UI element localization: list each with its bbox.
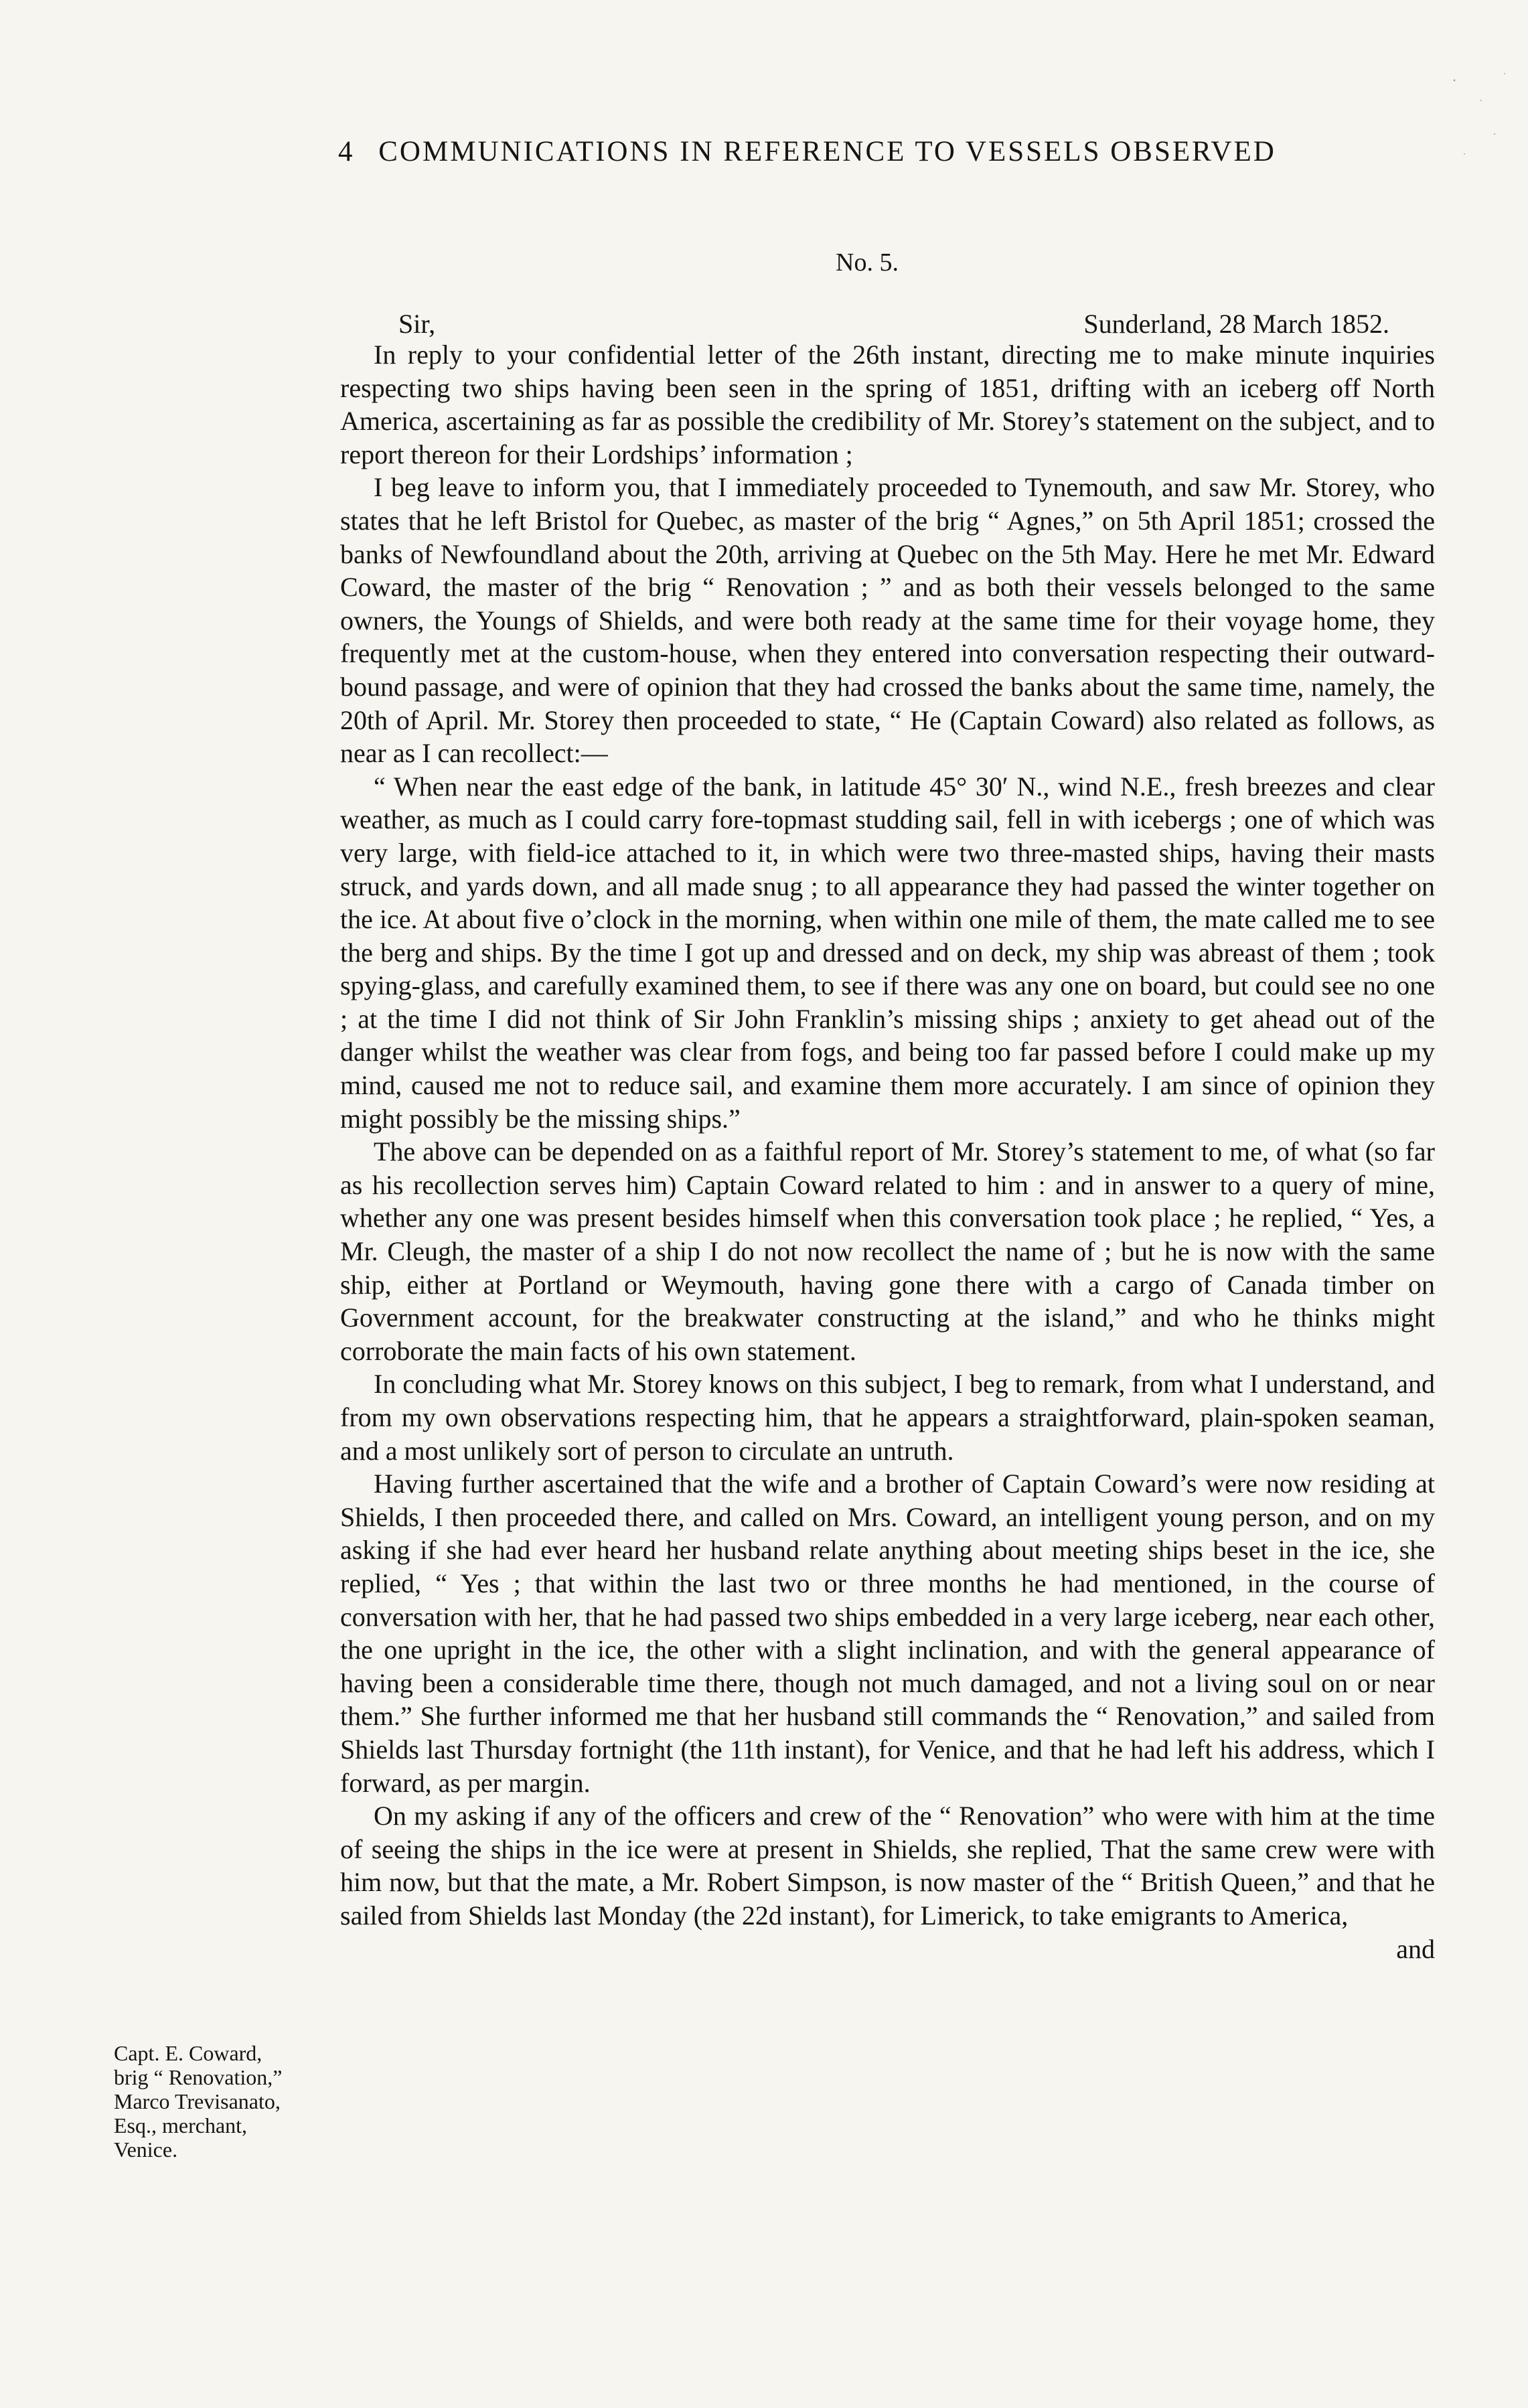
paragraph: Having further ascertained that the wife and a brother of Captain Coward’s were now residing at Shields, I then proceeded there, and called on Mrs. Coward, an intelligent young person, and on my asking if she had ever heard her husband relate anything about meeting ships beset in the ice, she replied, “ Yes ; that within the last two or three months he had mentioned, in the course of conversation with her, that he had passed two ships embedded in a very large iceberg, near each other, the one upright in the ice, the other with a slight inclination, and with the general appearance of having been a considerable time there, though not much damaged, and not a living soul on or near them.” She further informed me that her husband still commands the “ Renovation,” and sailed from Shields last Thursday fortnight (the 11th instant), for Venice, and that he had left his address, which I forward, as per margin.	[340, 1469, 1435, 1798]
paragraph: I beg leave to inform you, that I immediately proceeded to Tynemouth, and saw Mr. Storey, who states that he left Bristol for Quebec, as master of the brig “ Agnes,” on 5th April 1851; crossed the banks of Newfoundland about the 20th, arriving at Quebec on the 5th May. Here he met Mr. Edward Coward, the master of the brig “ Renovation ; ” and as both their vessels belonged to the same owners, the Youngs of Shields, and were both ready at the same time for their voyage home, they frequently met at the custom-house, when they entered into conversation respecting their outward-bound passage, and were of opinion that they had crossed the banks about the same time, namely, the 20th of April. Mr. Storey then proceeded to state, “ He (Captain Coward) also related as follows, as near as I can recollect:—	[340, 472, 1435, 769]
document-number: No. 5.	[836, 248, 899, 277]
margin-note-line: Esq., merchant,	[114, 2113, 248, 2137]
catchword: and	[1396, 1933, 1435, 1964]
margin-note-line: Marco Trevisanato,	[114, 2089, 281, 2113]
salutation: Sir,	[398, 309, 436, 339]
quoted-paragraph: “ When near the east edge of the bank, in latitude 45° 30′ N., wind N.E., fresh breezes and clear weather, as much as I could carry fore-topmast studding sail, fell in with icebergs ; one of which was very large, with field-ice attached to it, in which were two three-masted ships, having their masts struck, and yards down, and all made snug ; to all appearance they had passed the winter together on the ice. At about five o’clock in the morning, when within one mile of them, the mate called me to see the berg and ships. By the time I got up and dressed and on deck, my ship was abreast of them ; took spying-glass, and carefully examined them, to see if there was any one on board, but could see no one ; at the time I did not think of Sir John Franklin’s missing ships ; anxiety to get ahead out of the danger whilst the weather was clear from fogs, and being too far passed before I could make up my mind, caused me not to reduce sail, and examine them more accurately. I am since of opinion they might possibly be the missing ships.”	[340, 771, 1435, 1134]
paragraph: On my asking if any of the officers and crew of the “ Renovation” who were with him at the time of seeing the ships in the ice were at present in Shields, she replied, That the same crew were with him now, but that the mate, a Mr. Robert Simpson, is now master of the “ British Queen,” and that he sailed from Shields last Monday (the 22d instant), for Limerick, to take emigrants to America,	[340, 1801, 1435, 1931]
paper-specks	[1441, 60, 1521, 167]
margin-note	[114, 2041, 335, 2162]
paragraph: In reply to your confidential letter of the 26th instant, directing me to make minute inquiries respecting two ships having been seen in the spring of 1851, drifting with an iceberg off North America, ascertaining as far as possible the credibility of Mr. Storey’s statement on the subject, and to report thereon for their Lordships’ information ;	[340, 340, 1435, 469]
paragraph: In concluding what Mr. Storey knows on this subject, I beg to remark, from what I understand, and from my own observations respecting him, that he appears a straightforward, plain-spoken seaman, and a most unlikely sort of person to circulate an untruth.	[340, 1369, 1435, 1466]
letter-heading	[398, 308, 1389, 340]
paragraph: The above can be depended on as a faithful report of Mr. Storey’s statement to me, of what (so far as his recollection serves him) Captain Coward related to him : and in answer to a query of mine, whether any one was present besides himself when this conversation took place ; he replied, “ Yes, a Mr. Cleugh, the master of a ship I do not now recollect the name of ; but he is now with the same ship, either at Portland or Weymouth, having gone there with a cargo of Canada timber on Government account, for the breakwater constructing at the island,” and who he thinks might corroborate the main facts of his own statement.	[340, 1136, 1435, 1366]
margin-note-line: Capt. E. Coward,	[114, 2041, 262, 2065]
margin-note-line: brig “ Renovation,”	[114, 2065, 283, 2089]
margin-note-line: Venice.	[114, 2137, 178, 2162]
running-title: COMMUNICATIONS IN REFERENCE TO VESSELS OBSERVED	[378, 136, 1276, 167]
page-number: 4	[338, 136, 355, 167]
letter-body	[340, 338, 1435, 1965]
place-and-date: Sunderland, 28 March 1852.	[1083, 309, 1389, 339]
running-header	[338, 137, 1423, 166]
